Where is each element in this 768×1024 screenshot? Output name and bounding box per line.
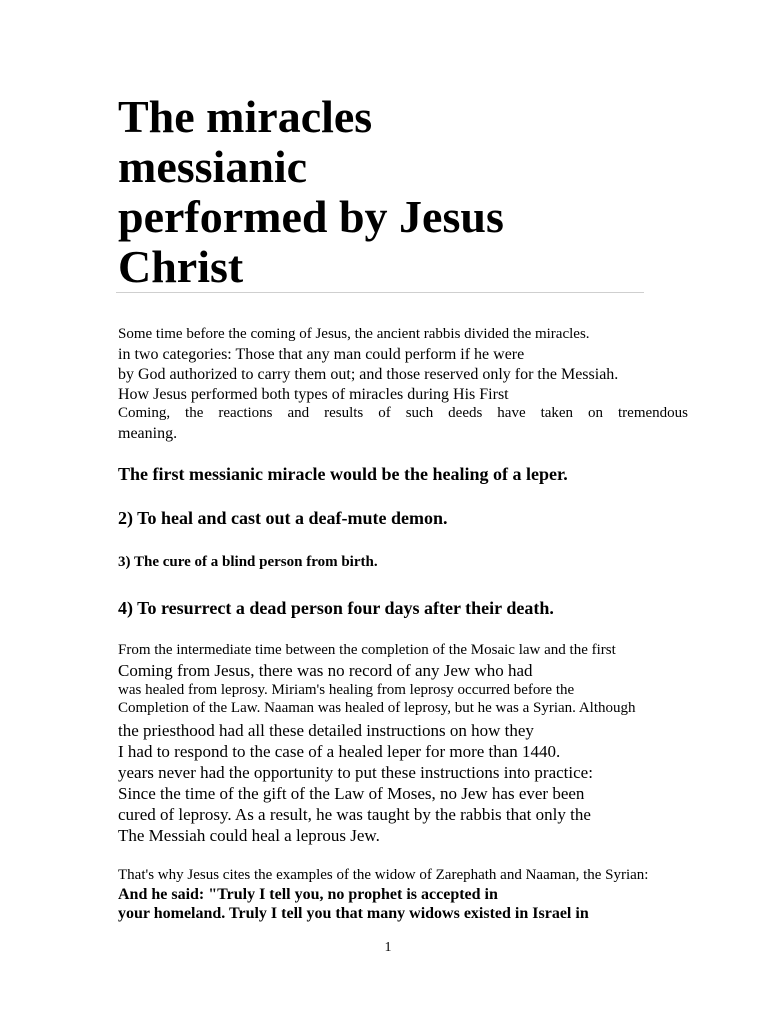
body-line: cured of leprosy. As a result, he was taught by the rabbis that only the bbox=[118, 805, 591, 824]
body-line: Since the time of the gift of the Law of Moses, no Jew has ever been bbox=[118, 784, 585, 803]
intro-line: meaning. bbox=[118, 425, 178, 442]
intro-line: by God authorized to carry them out; and those reserved only for the Messiah. bbox=[118, 366, 619, 383]
body-line: From the intermediate time between the completion of the Mosaic law and the first bbox=[118, 642, 616, 658]
body-line: Coming from Jesus, there was no record of any Jew who had bbox=[118, 661, 533, 680]
body-line: years never had the opportunity to put these instructions into practice: bbox=[118, 763, 593, 782]
body-line: I had to respond to the case of a healed leper for more than 1440. bbox=[118, 742, 561, 761]
body-line: the priesthood had all these detailed instructions on how they bbox=[118, 721, 534, 740]
quote-line: your homeland. Truly I tell you that many widows existed in Israel in bbox=[118, 905, 589, 922]
miracle-heading: 2) To heal and cast out a deaf-mute demon. bbox=[118, 508, 448, 528]
page-number: 1 bbox=[384, 940, 392, 955]
body-line: The Messiah could heal a leprous Jew. bbox=[118, 826, 380, 845]
quote-line: And he said: "Truly I tell you, no prophet is accepted in bbox=[118, 886, 498, 903]
miracle-heading: The first messianic miracle would be the healing of a leper. bbox=[118, 464, 568, 484]
title-line: The miracles bbox=[118, 91, 373, 142]
title-divider bbox=[116, 292, 644, 293]
title-line: messianic bbox=[118, 141, 308, 192]
page-title bbox=[118, 92, 638, 292]
miracle-heading: 3) The cure of a blind person from birth. bbox=[118, 554, 378, 570]
body-line: That's why Jesus cites the examples of the widow of Zarephath and Naaman, the Syrian: bbox=[118, 867, 649, 883]
body-line: was healed from leprosy. Miriam's healing from leprosy occurred before the bbox=[118, 682, 575, 698]
intro-line: Coming, the reactions and results of such deeds have taken on tremendous bbox=[118, 405, 688, 421]
intro-line: in two categories: Those that any man could perform if he were bbox=[118, 346, 525, 363]
intro-line: Some time before the coming of Jesus, the ancient rabbis divided the miracles. bbox=[118, 326, 590, 342]
body-line: Completion of the Law. Naaman was healed of leprosy, but he was a Syrian. Although bbox=[118, 700, 636, 716]
title-line: performed by Jesus bbox=[118, 191, 504, 242]
miracle-heading: 4) To resurrect a dead person four days after their death. bbox=[118, 598, 554, 618]
title-line: Christ bbox=[118, 241, 244, 292]
intro-line: How Jesus performed both types of miracles during His First bbox=[118, 386, 509, 403]
